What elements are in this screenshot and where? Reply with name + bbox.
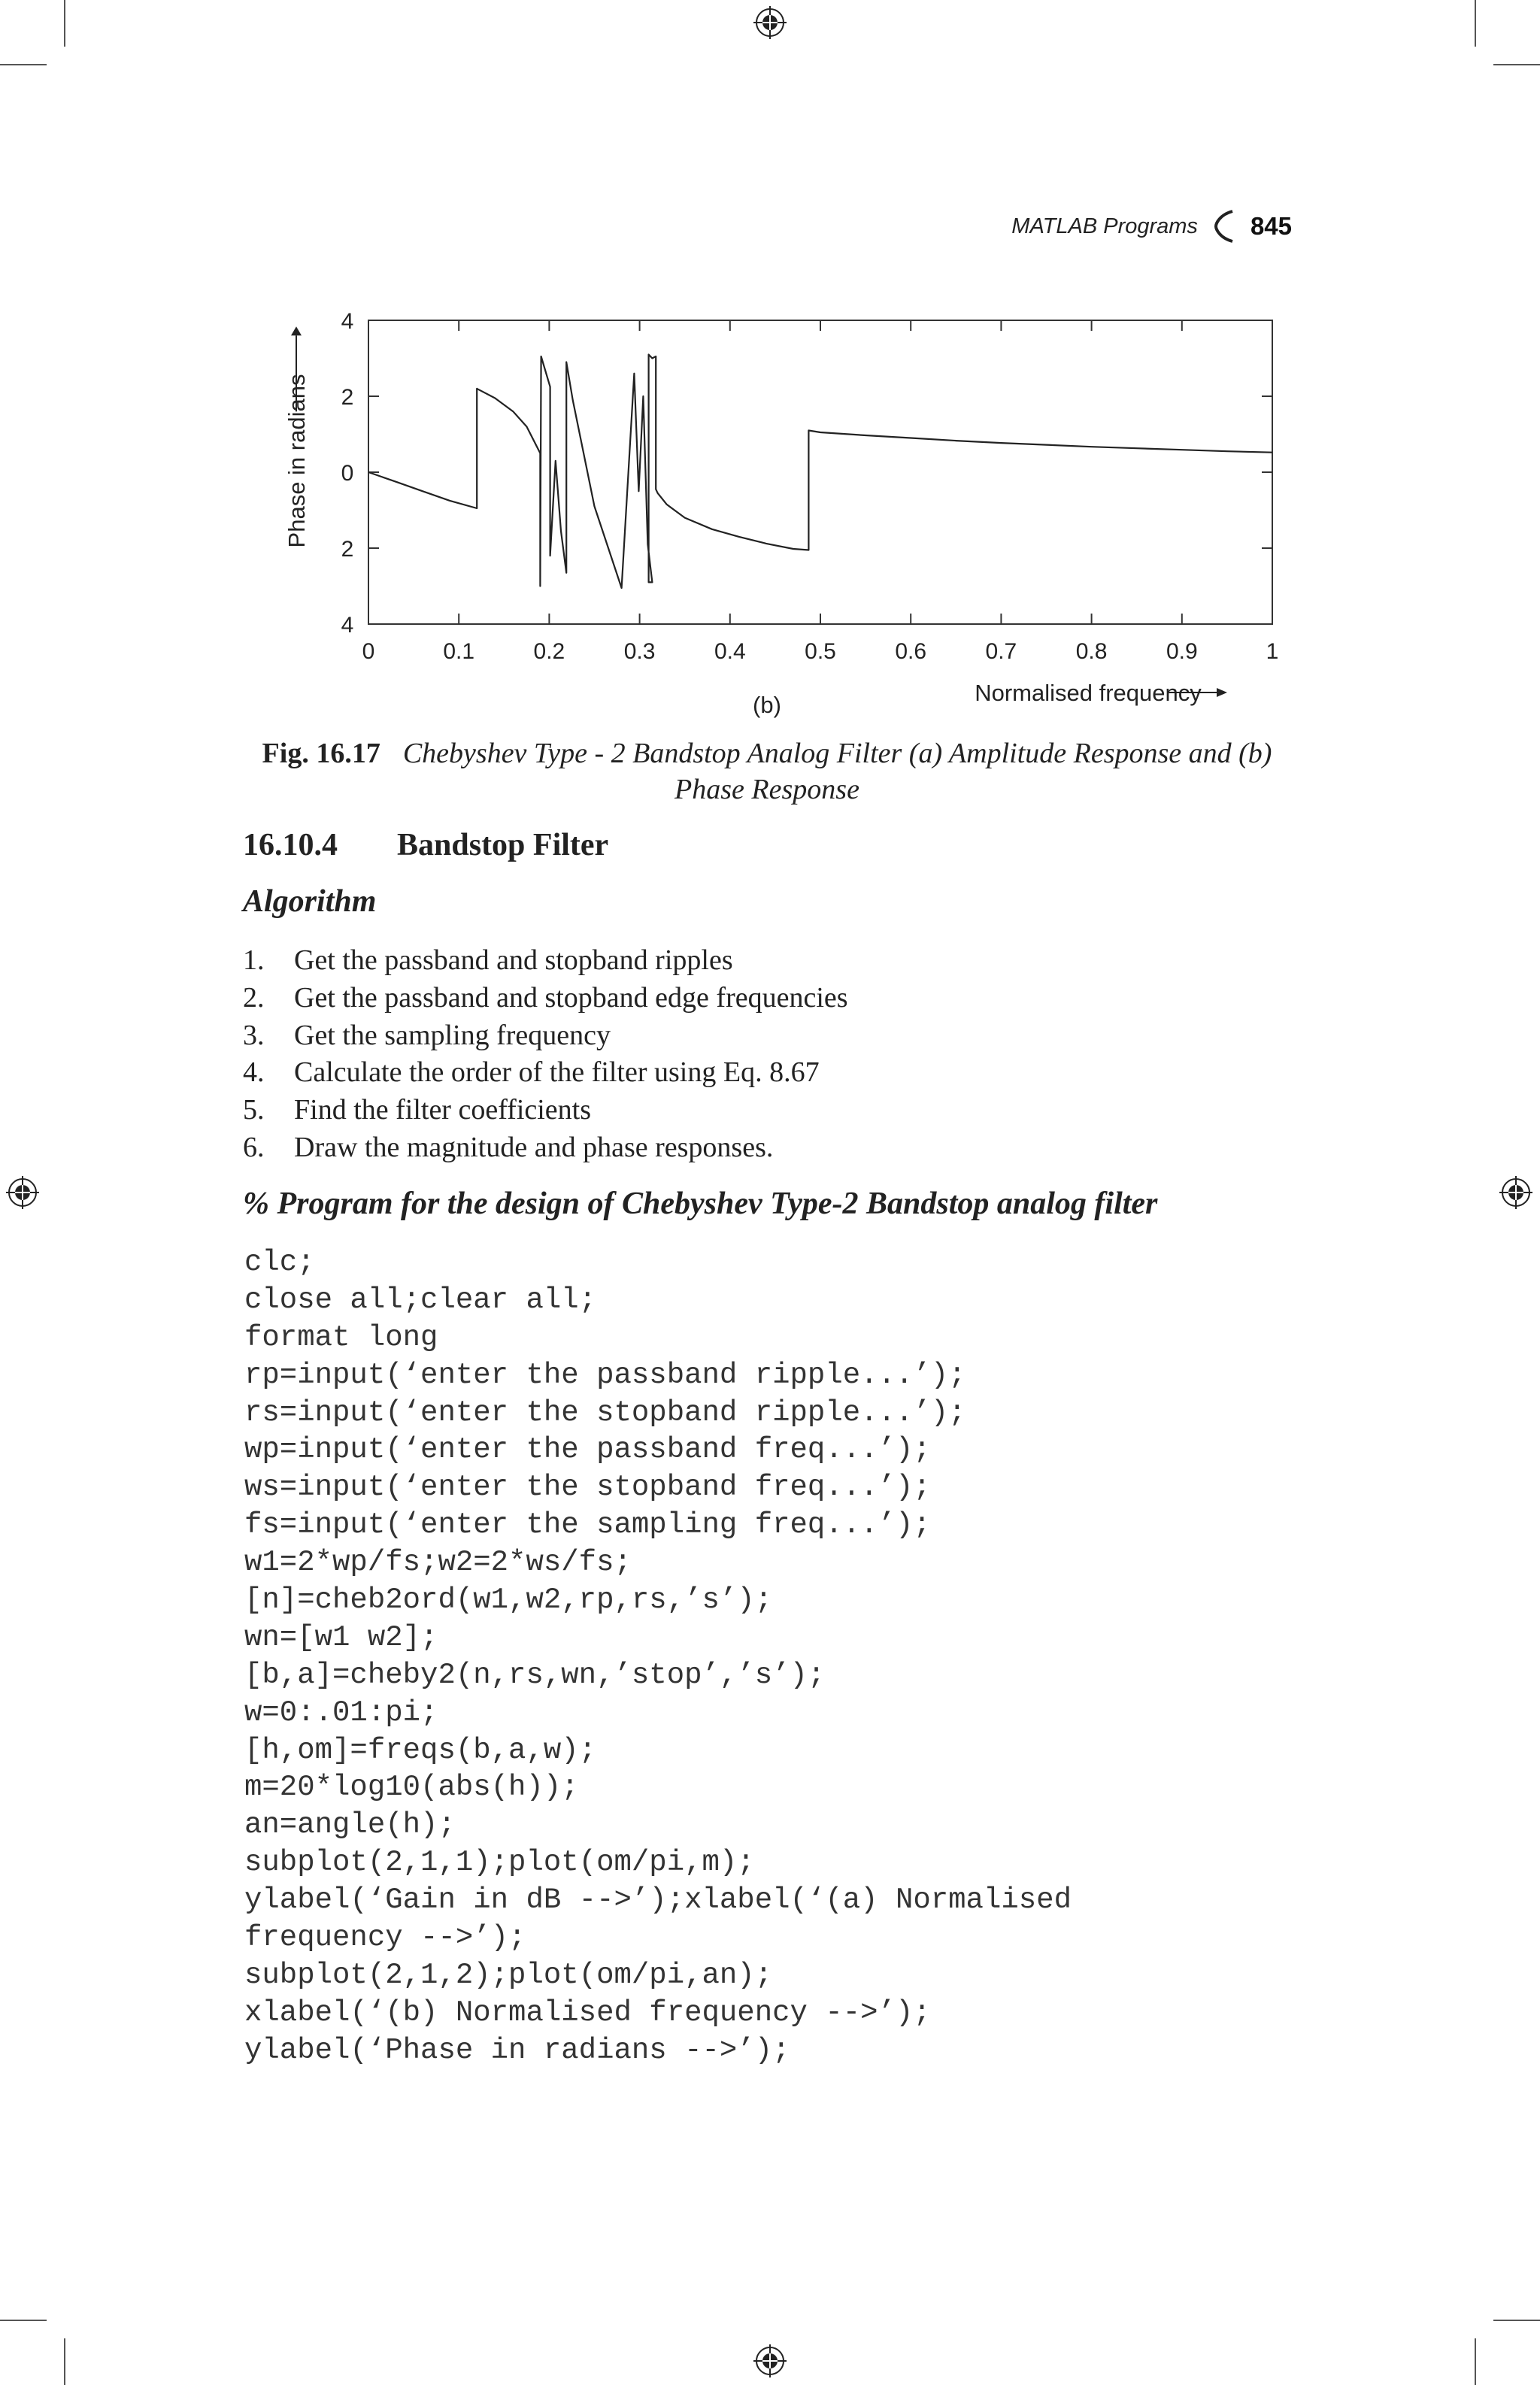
- x-tick-label: 0.7: [985, 639, 1017, 664]
- code-line: w=0:.01:pi;: [244, 1696, 438, 1729]
- registration-mark-right: [1499, 1176, 1532, 1209]
- x-tick-label: 1: [1266, 639, 1279, 664]
- code-line: frequency -->’);: [244, 1921, 526, 1955]
- code-line: subplot(2,1,2);plot(om/pi,an);: [244, 1958, 773, 1992]
- code-line: rs=input(‘enter the stopband ripple...’);: [244, 1396, 966, 1429]
- code-line: format long: [244, 1320, 438, 1354]
- list-item: [243, 980, 848, 1017]
- registration-mark-bottom: [753, 2344, 787, 2377]
- x-tick-label: 0.1: [443, 639, 475, 664]
- x-tick-label: 0.5: [805, 639, 836, 664]
- code-line: close all;clear all;: [244, 1283, 597, 1317]
- code-line: [h,om]=freqs(b,a,w);: [244, 1733, 597, 1767]
- x-axis-arrow-icon: [1217, 688, 1227, 697]
- step-text: Get the sampling frequency: [294, 1019, 611, 1051]
- x-axis-label: Normalised frequency: [975, 680, 1202, 706]
- section-number: 16.10.4: [243, 828, 338, 862]
- x-tick-label: 0.2: [533, 639, 565, 664]
- x-tick-label: 0: [362, 639, 375, 664]
- section-heading: [243, 827, 608, 863]
- code-line: ws=input(‘enter the stopband freq...’);: [244, 1471, 931, 1505]
- step-text: Get the passband and stopband edge frequencies: [294, 981, 848, 1014]
- crop-mark-top-left-v: [64, 0, 65, 47]
- step-text: Find the filter coefficients: [294, 1094, 592, 1126]
- code-line: xlabel(‘(b) Normalised frequency -->’);: [244, 1996, 931, 2029]
- code-line: w1=2*wp/fs;w2=2*ws/fs;: [244, 1546, 632, 1580]
- y-tick-label: 2: [341, 537, 354, 562]
- crop-mark-top-right-v: [1475, 0, 1476, 47]
- registration-mark-left: [6, 1176, 39, 1209]
- x-tick-label: 0.3: [623, 639, 656, 664]
- code-line: an=angle(h);: [244, 1808, 456, 1842]
- plot-frame: [368, 320, 1272, 624]
- x-tick-label: 0.6: [895, 639, 927, 664]
- code-line: ylabel(‘Gain in dB -->’);xlabel(‘(a) Normalised: [244, 1883, 1072, 1917]
- code-line: rp=input(‘enter the passband ripple...’);: [244, 1358, 966, 1392]
- phase-response-chart: [248, 301, 1293, 722]
- step-number: 4.: [243, 1056, 265, 1089]
- figure-sub-label: (b): [753, 692, 781, 718]
- crop-mark-bottom-right-h: [1493, 2320, 1540, 2321]
- code-line: [n]=cheb2ord(w1,w2,rp,rs,’s’);: [244, 1583, 773, 1617]
- code-line: m=20*log10(abs(h));: [244, 1771, 579, 1805]
- code-line: fs=input(‘enter the sampling freq...’);: [244, 1508, 931, 1542]
- y-axis-label: Phase in radians: [283, 374, 310, 548]
- code-line: wn=[w1 w2];: [244, 1620, 438, 1654]
- step-text: Draw the magnitude and phase responses.: [294, 1131, 774, 1163]
- phase-series-line: [368, 355, 1272, 589]
- section-title: Bandstop Filter: [397, 828, 609, 862]
- step-number: 6.: [243, 1131, 265, 1163]
- running-header: [1011, 209, 1292, 244]
- y-tick-label: 2: [341, 385, 354, 410]
- code-line: wp=input(‘enter the passband freq...’);: [244, 1433, 931, 1467]
- code-line: clc;: [244, 1246, 315, 1279]
- step-number: 5.: [243, 1094, 265, 1126]
- figure-caption-label: Fig. 16.17: [262, 738, 380, 769]
- program-heading: % Program for the design of Chebyshev Type-2 Bandstop analog filter: [243, 1186, 1158, 1221]
- page-number: 845: [1250, 212, 1292, 240]
- crop-mark-bottom-left-v: [64, 2338, 65, 2385]
- step-number: 2.: [243, 981, 265, 1014]
- figure-caption: [248, 735, 1286, 808]
- list-item: [243, 942, 848, 980]
- step-text: Get the passband and stopband ripples: [294, 944, 733, 976]
- crop-mark-bottom-right-v: [1475, 2338, 1476, 2385]
- x-tick-label: 0.4: [714, 639, 746, 664]
- registration-mark-top: [753, 6, 787, 39]
- y-tick-label: 4: [341, 309, 354, 334]
- step-number: 3.: [243, 1019, 265, 1051]
- code-block: [244, 1244, 1072, 2070]
- crop-mark-top-right-h: [1493, 64, 1540, 65]
- x-tick-label: 0.8: [1075, 639, 1108, 664]
- y-tick-label: 0: [341, 461, 354, 486]
- step-text: Calculate the order of the filter using Eq. 8.67: [294, 1056, 820, 1089]
- algorithm-heading: Algorithm: [243, 884, 377, 919]
- crop-mark-bottom-left-h: [0, 2320, 47, 2321]
- y-axis-arrow-icon: [291, 326, 302, 335]
- figure-caption-text: Chebyshev Type - 2 Bandstop Analog Filter (a) Amplitude Response and (b) Phase Response: [402, 738, 1272, 805]
- code-line: subplot(2,1,1);plot(om/pi,m);: [244, 1846, 755, 1880]
- list-item: [243, 1129, 848, 1167]
- y-tick-label: 4: [341, 613, 354, 638]
- list-item: [243, 1092, 848, 1129]
- code-line: [b,a]=cheby2(n,rs,wn,’stop’,’s’);: [244, 1658, 826, 1692]
- code-line: ylabel(‘Phase in radians -->’);: [244, 2033, 790, 2067]
- list-item: [243, 1054, 848, 1092]
- step-number: 1.: [243, 944, 265, 976]
- x-tick-label: 0.9: [1166, 639, 1198, 664]
- running-header-title: MATLAB Programs: [1011, 214, 1198, 238]
- page-bracket-icon: [1213, 209, 1235, 244]
- algorithm-steps: [243, 942, 848, 1167]
- list-item: [243, 1017, 848, 1055]
- crop-mark-top-left-h: [0, 64, 47, 65]
